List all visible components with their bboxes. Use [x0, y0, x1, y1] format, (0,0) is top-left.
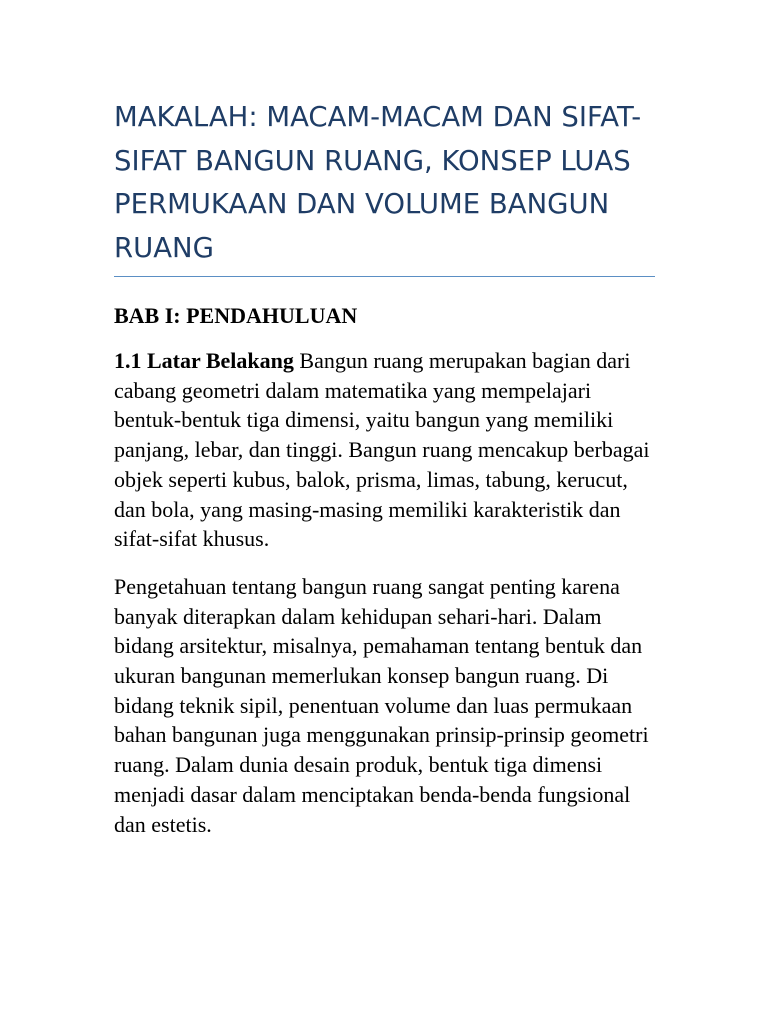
paragraph-2: Pengetahuan tentang bangun ruang sangat penting karena banyak diterapkan dalam kehidupan sehari-hari. Dalam bidang arsitektur, misalnya, pemahaman tentang bentuk dan ukuran bangunan memerlukan konsep bangun ruang. Di bidang teknik sipil, penentuan volume dan luas permukaan bahan bangunan juga menggunakan prinsip-prinsip geometri ruang. Dalam dunia desain produk, bentuk tiga dimensi menjadi dasar dalam menciptakan benda-benda fungsional dan estetis.	[114, 573, 649, 837]
paragraph-latar-belakang	[114, 346, 655, 554]
document-page	[114, 96, 655, 839]
document-title: MAKALAH: MACAM-MACAM DAN SIFAT-SIFAT BANGUN RUANG, KONSEP LUAS PERMUKAAN DAN VOLUME BANGUN RUANG	[114, 96, 655, 277]
chapter-heading: BAB I: PENDAHULUAN	[114, 303, 358, 328]
paragraph-1-text: Bangun ruang merupakan bagian dari cabang geometri dalam matematika yang mempelajari bentuk-bentuk tiga dimensi, yaitu bangun yang memiliki panjang, lebar, dan tinggi. Bangun ruang mencakup berbagai objek seperti kubus, balok, prisma, limas, tabung, kerucut, dan bola, yang masing-masing memiliki karakteristik dan sifat-sifat khusus.	[114, 348, 650, 552]
subsection-label: 1.1 Latar Belakang	[114, 348, 294, 373]
